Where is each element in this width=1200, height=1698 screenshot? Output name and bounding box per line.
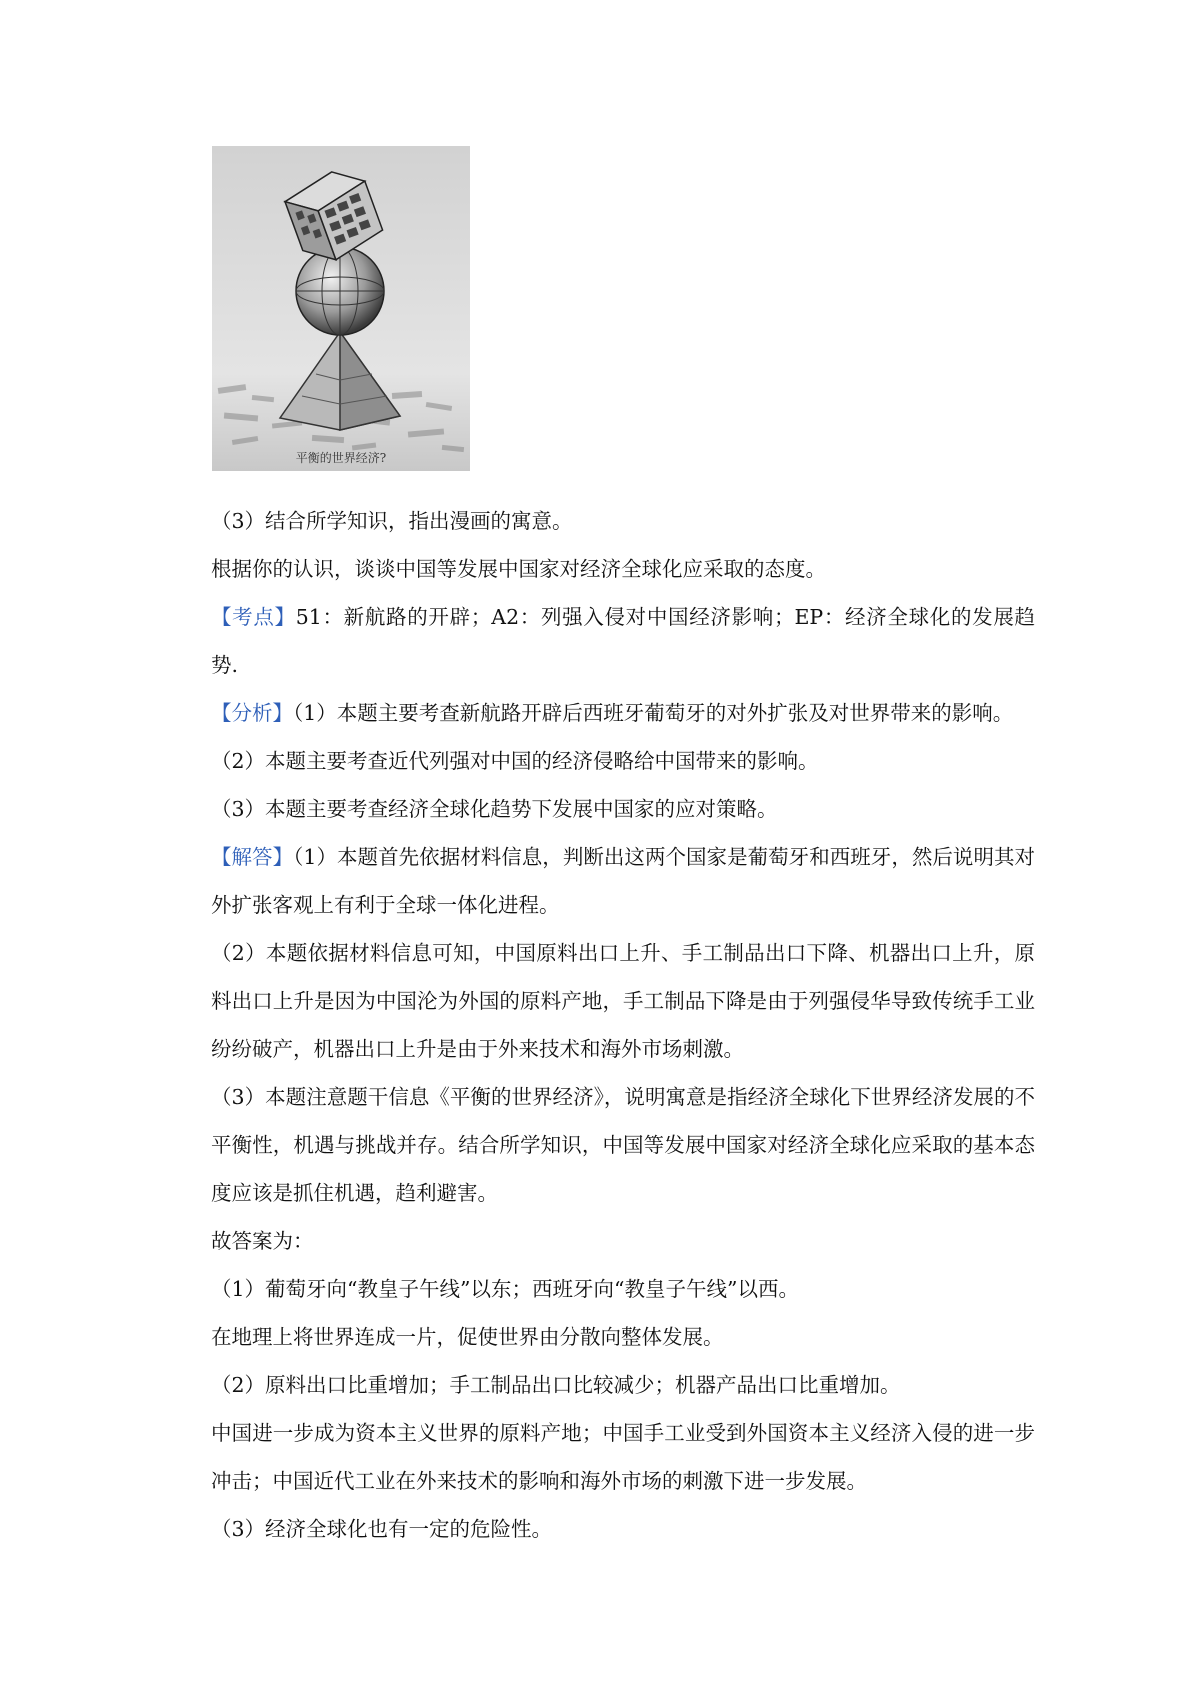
answer-3: （3）经济全球化也有一定的危险性。 [211, 1517, 553, 1541]
question-3: （3）结合所学知识，指出漫画的寓意。 [211, 509, 573, 533]
answer-1: （1）葡萄牙向“教皇子午线”以东；西班牙向“教皇子午线”以西。 [211, 1277, 799, 1301]
fenxi-paragraph-2: （2）本题主要考查近代列强对中国的经济侵略给中国带来的影响。 [211, 749, 819, 773]
answer-intro: 故答案为： [211, 1229, 314, 1253]
jieda-label: 【解答】 [211, 845, 294, 869]
kaodian-label: 【考点】 [211, 605, 296, 629]
jieda-paragraph-1: 【解答】（1）本题首先依据材料信息，判断出这两个国家是葡萄牙和西班牙，然后说明其对外扩张客观上有利于全球一体化进程。 [211, 845, 1035, 917]
question-3-part-b: 根据你的认识，谈谈中国等发展中国家对经济全球化应采取的态度。 [211, 557, 826, 581]
fenxi-paragraph-1: 【分析】（1）本题主要考查新航路开辟后西班牙葡萄牙的对外扩张及对世界带来的影响。 [211, 701, 1014, 725]
answer-2-part-b: 中国进一步成为资本主义世界的原料产地；中国手工业受到外国资本主义经济入侵的进一步冲击；中国近代工业在外来技术的影响和海外市场的刺激下进一步发展。 [211, 1421, 1035, 1493]
cartoon-caption: 平衡的世界经济? [295, 451, 387, 465]
jieda-paragraph-3: （3）本题注意题干信息《平衡的世界经济》，说明寓意是指经济全球化下世界经济发展的不平衡性，机遇与挑战并存。结合所学知识，中国等发展中国家对经济全球化应采取的基本态度应该是抓住机遇，趋利避害。 [211, 1085, 1035, 1205]
fenxi-paragraph-3: （3）本题主要考查经济全球化趋势下发展中国家的应对策略。 [211, 797, 778, 821]
answer-1-part-b: 在地理上将世界连成一片，促使世界由分散向整体发展。 [211, 1325, 724, 1349]
fenxi-label: 【分析】 [211, 701, 293, 725]
answer-2: （2）原料出口比重增加；手工制品出口比较减少；机器产品出口比重增加。 [211, 1373, 901, 1397]
jieda-paragraph-2: （2）本题依据材料信息可知，中国原料出口上升、手工制品出口下降、机器出口上升，原料出口上升是因为中国沦为外国的原料产地，手工制品下降是由于列强侵华导致传统手工业纷纷破产，机器出口上升是由于外来技术和海外市场刺激。 [211, 941, 1035, 1061]
answer-text-block [211, 497, 1035, 1553]
cartoon-image [212, 146, 470, 471]
kaodian-paragraph: 【考点】51：新航路的开辟；A2：列强入侵对中国经济影响；EP：经济全球化的发展趋势. [211, 605, 1036, 677]
